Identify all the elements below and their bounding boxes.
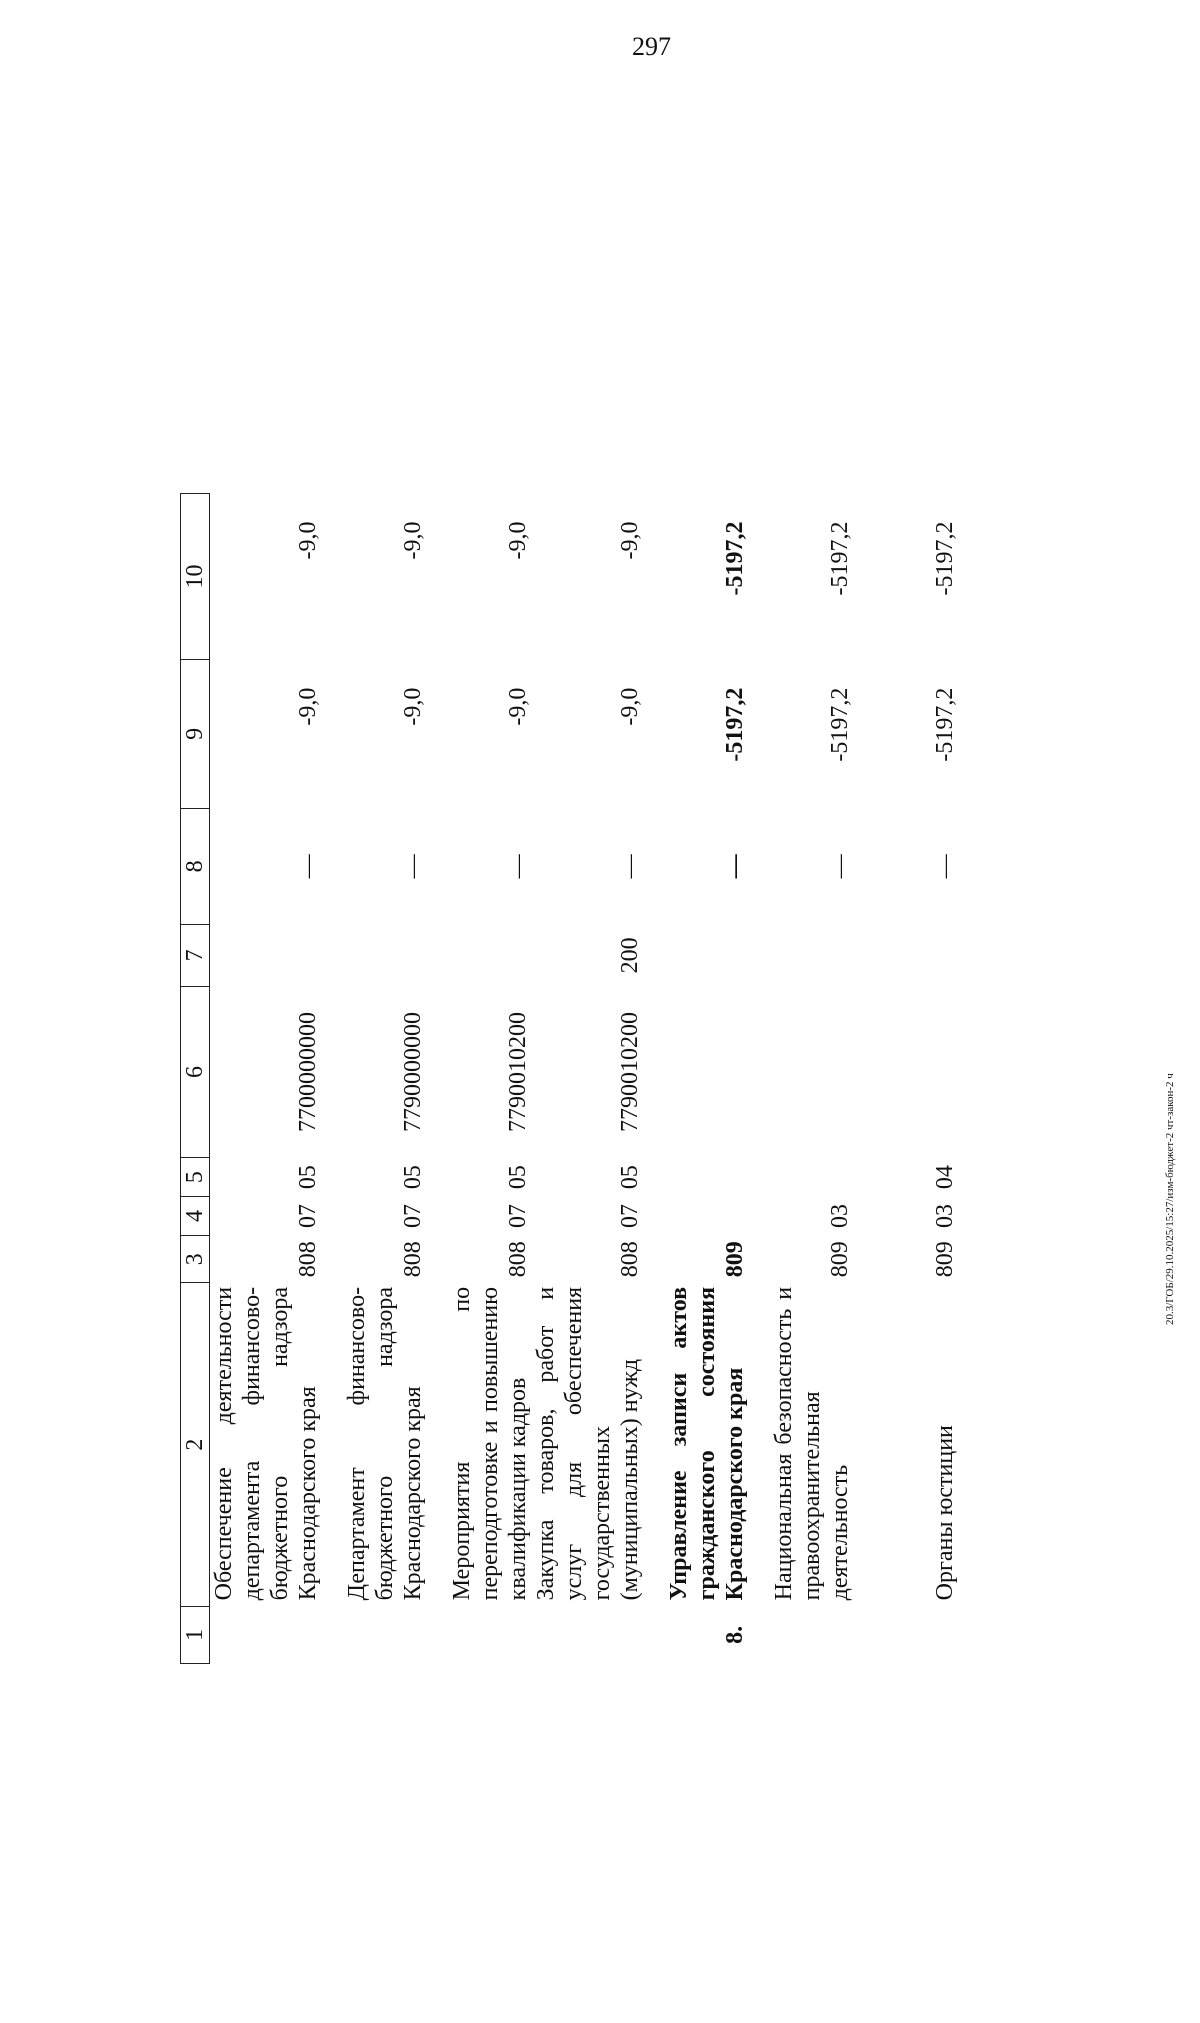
row-name: Закупка товаров, работ и услуг для обеспечения государственных (муниципальных) нужд xyxy=(533,1286,643,1601)
col-5-value: 04 xyxy=(932,1165,958,1190)
row-name: Департамент финансово-бюджетного надзора Краснодарского края xyxy=(344,1286,426,1601)
row-index xyxy=(322,1606,427,1663)
col-5-value: 05 xyxy=(400,1165,426,1190)
col-9-value: -9,0 xyxy=(505,687,531,726)
table-row xyxy=(322,494,427,1664)
col-4-value: 07 xyxy=(505,1204,531,1229)
row-name: Обеспечение деятельности департамента финансово-бюджетного надзора Краснодарского края xyxy=(211,1286,321,1601)
col-10-value: -9,0 xyxy=(505,521,531,560)
col-4-value: 03 xyxy=(932,1204,958,1229)
col-10-value: -5197,2 xyxy=(827,521,853,596)
table-row xyxy=(210,494,323,1664)
col-10-value: -5197,2 xyxy=(722,521,748,596)
col-7-value xyxy=(322,924,427,986)
col-7-value xyxy=(210,924,323,986)
header-cell: 4 xyxy=(181,1197,210,1236)
col-5-value: 05 xyxy=(295,1165,321,1190)
row-index xyxy=(532,1606,644,1663)
header-cell: 7 xyxy=(181,924,210,986)
rotated-table-block xyxy=(1,493,958,2023)
col-4-value: 07 xyxy=(617,1204,643,1229)
col-5-value xyxy=(749,1158,854,1197)
col-6-value: 7790010200 xyxy=(505,1012,531,1132)
row-name: Органы юстиции xyxy=(932,1425,958,1601)
row-index xyxy=(210,1606,323,1663)
col-7-value xyxy=(854,924,959,986)
row-index: 8. xyxy=(722,1625,748,1644)
col-7-value xyxy=(644,924,749,986)
header-cell: 2 xyxy=(181,1283,210,1606)
header-cell: 5 xyxy=(181,1158,210,1197)
col-3-value: 809 xyxy=(827,1241,853,1278)
col-5-value: 05 xyxy=(505,1165,531,1190)
budget-table xyxy=(180,493,959,1664)
col-9-value: -5197,2 xyxy=(932,687,958,762)
table-row xyxy=(644,494,749,1664)
header-cell: 1 xyxy=(181,1606,210,1663)
col-3-value: 808 xyxy=(505,1241,531,1278)
col-5-value: 05 xyxy=(617,1165,643,1190)
col-9-value: -5197,2 xyxy=(827,687,853,762)
col-8-value: — xyxy=(827,854,853,879)
col-8-value: — xyxy=(295,854,321,879)
col-4-value: 07 xyxy=(400,1204,426,1229)
table-row xyxy=(854,494,959,1664)
col-7-value: 200 xyxy=(617,937,643,974)
col-3-value: 808 xyxy=(400,1241,426,1278)
col-4-value xyxy=(644,1197,749,1236)
table-row xyxy=(532,494,644,1664)
header-cell: 10 xyxy=(181,494,210,660)
col-7-value xyxy=(749,924,854,986)
header-row xyxy=(181,494,210,1664)
header-cell: 3 xyxy=(181,1235,210,1282)
header-cell: 8 xyxy=(181,808,210,924)
col-8-value: — xyxy=(932,854,958,879)
col-9-value: -5197,2 xyxy=(722,687,748,762)
row-index xyxy=(427,1606,532,1663)
col-6-value xyxy=(854,986,959,1157)
col-6-value xyxy=(749,986,854,1157)
col-6-value: 7790010200 xyxy=(617,1012,643,1132)
row-name: Мероприятия по переподготовке и повышению квалификации кадров xyxy=(449,1286,531,1601)
row-name: Национальная безопасность и правоохранительная деятельность xyxy=(771,1286,853,1601)
page-number: 297 xyxy=(632,32,671,61)
header-cell: 6 xyxy=(181,986,210,1157)
col-5-value xyxy=(644,1158,749,1197)
table-row xyxy=(749,494,854,1664)
col-4-value: 03 xyxy=(827,1204,853,1229)
header-cell: 9 xyxy=(181,660,210,809)
col-8-value: — xyxy=(400,854,426,879)
col-10-value: -9,0 xyxy=(295,521,321,560)
col-3-value: 808 xyxy=(617,1241,643,1278)
col-9-value: -9,0 xyxy=(295,687,321,726)
col-8-value: — xyxy=(722,854,748,879)
col-3-value: 808 xyxy=(295,1241,321,1278)
col-8-value: — xyxy=(617,854,643,879)
col-10-value: -9,0 xyxy=(400,521,426,560)
col-3-value: 809 xyxy=(722,1241,748,1278)
col-10-value: -9,0 xyxy=(617,521,643,560)
col-6-value: 7790000000 xyxy=(400,1012,426,1132)
col-3-value: 809 xyxy=(932,1241,958,1278)
col-6-value: 7700000000 xyxy=(295,1012,321,1132)
footer-stamp: 20.3/ГОБ/29.10.2025/15:27/изм-бюджет-2 чт-закон-2 ч xyxy=(1164,1073,1176,1325)
col-10-value: -5197,2 xyxy=(932,521,958,596)
col-6-value xyxy=(644,986,749,1157)
row-name: Управление записи актов гражданского состояния Краснодарского края xyxy=(666,1286,748,1601)
col-9-value: -9,0 xyxy=(617,687,643,726)
col-4-value: 07 xyxy=(295,1204,321,1229)
col-7-value xyxy=(427,924,532,986)
col-9-value: -9,0 xyxy=(400,687,426,726)
row-index xyxy=(749,1606,854,1663)
col-8-value: — xyxy=(505,854,531,879)
row-index xyxy=(854,1606,959,1663)
table-row xyxy=(427,494,532,1664)
